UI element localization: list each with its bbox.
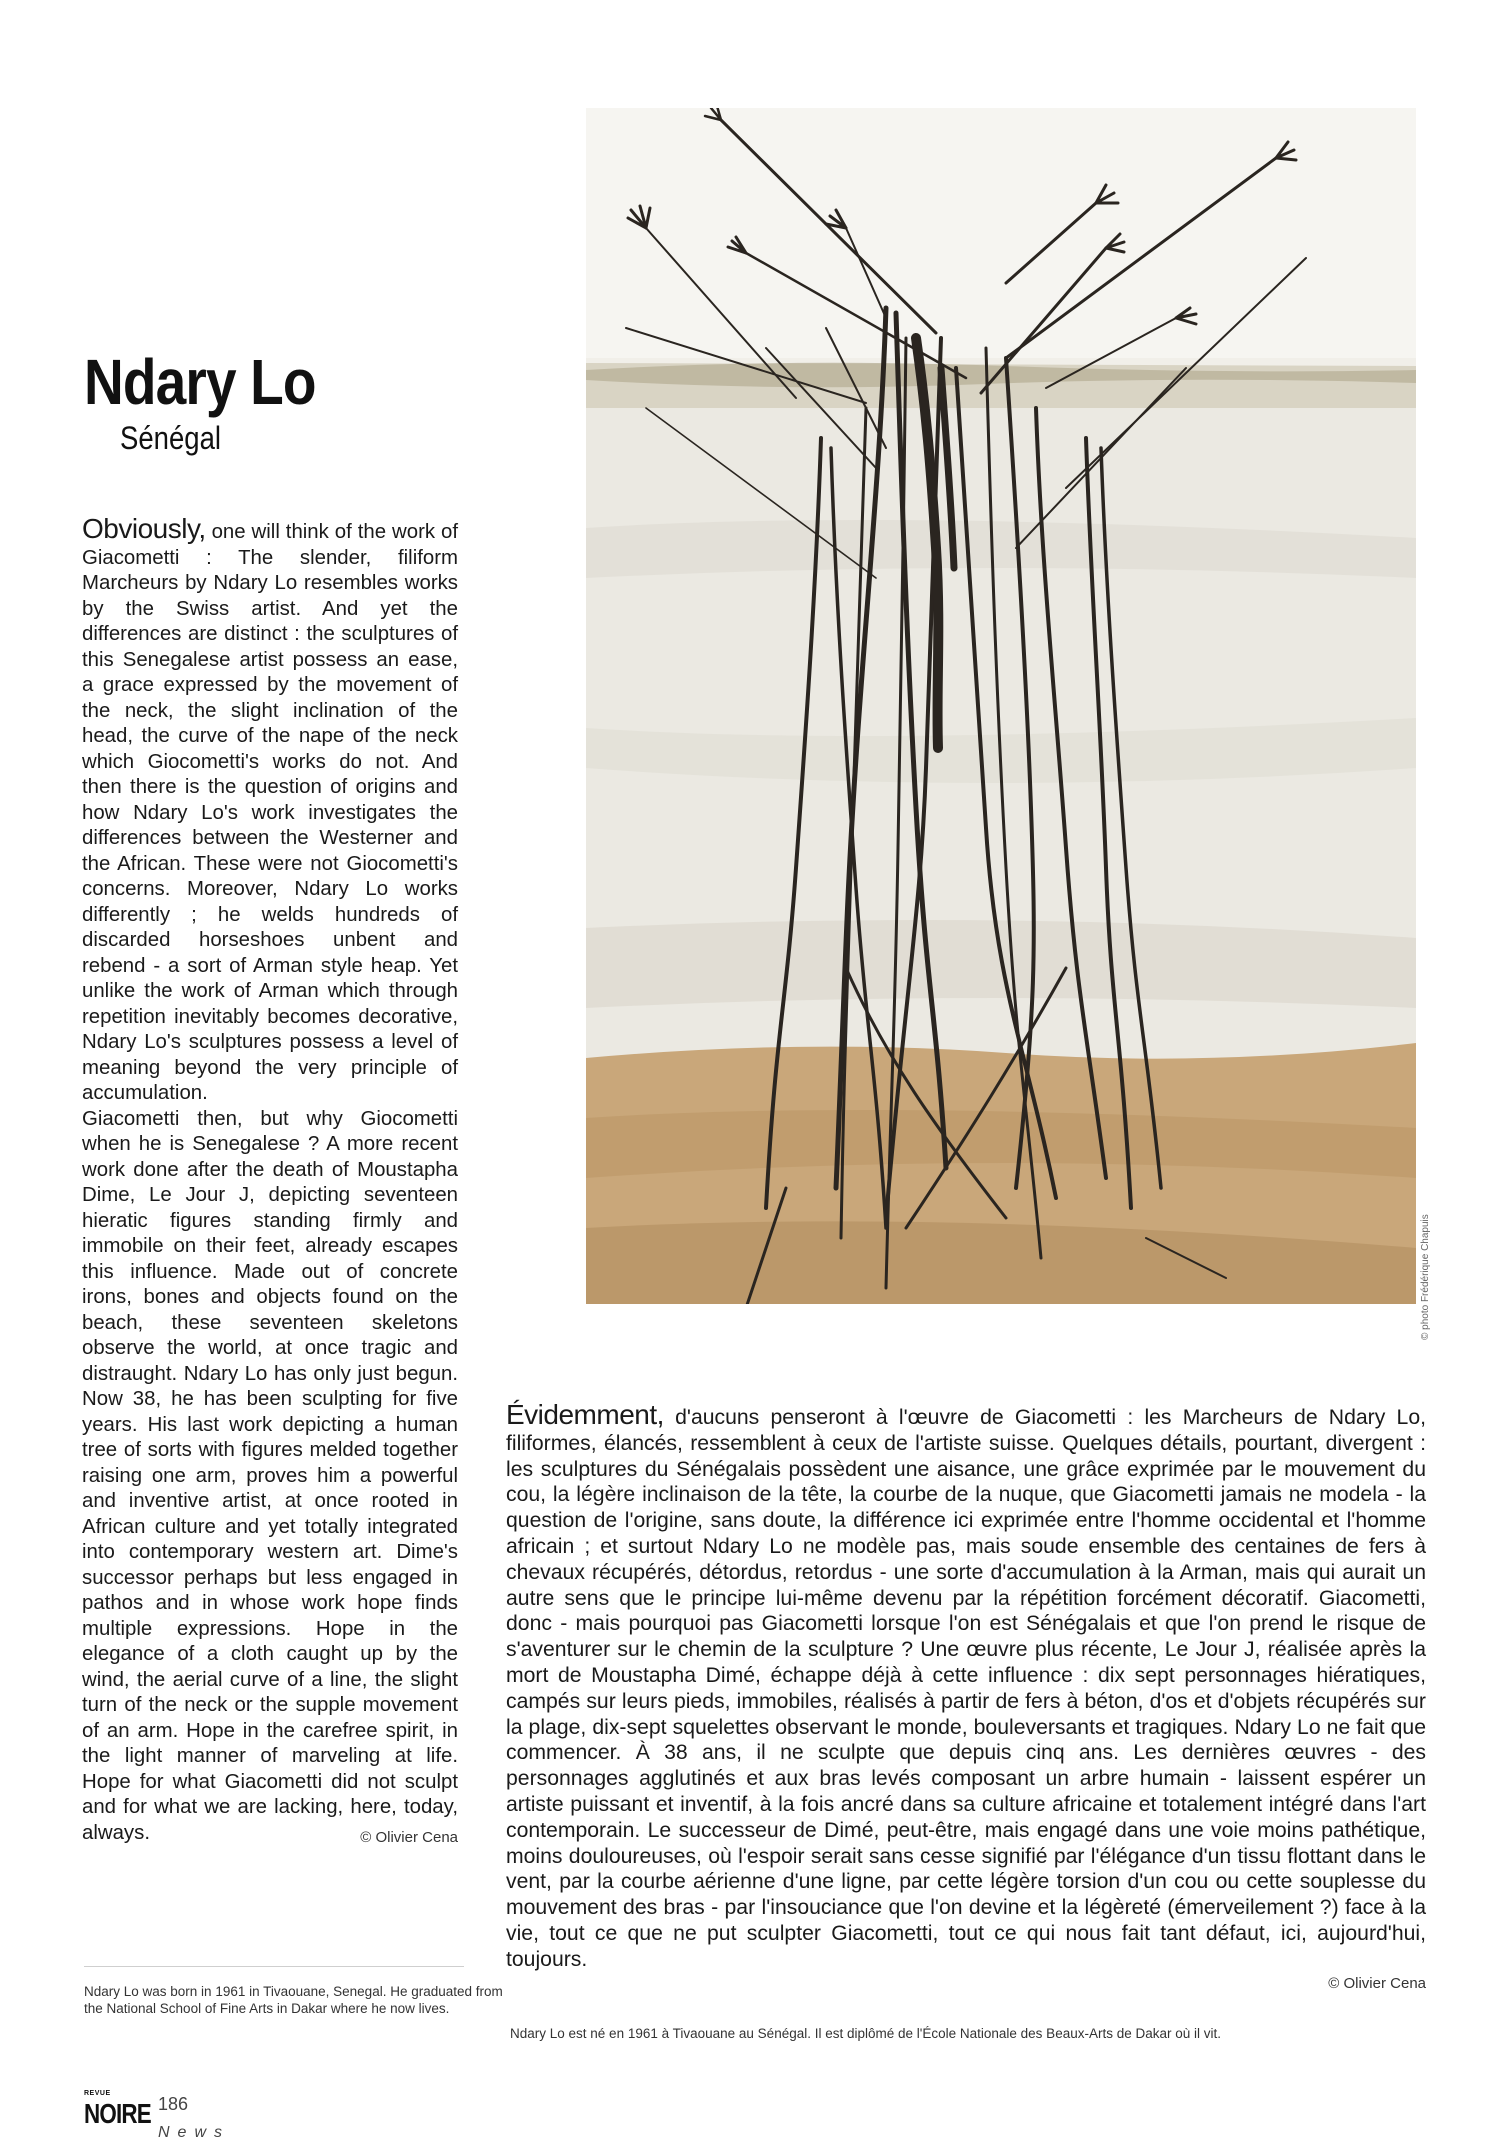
english-body-1: one will think of the work of Giacometti : The slender, filiform Marcheurs by Ndary Lo resembles works by the Swiss artist. And yet the differences are distinct : the sculptures of this Senegalese artist possess an ease, a grace expressed by the movement of the neck, the slight inclination of the head, the curve of the nape of the neck which Giocometti's works do not. And then there is the question of origins and how Ndary Lo's work investigates the differences between the Westerner and the African. These were not Giocometti's concerns. Moreover, Ndary Lo works differently ; he welds hundreds of discarded horseshoes unbent and rebend - a sort of Arman style heap. Yet unlike the work of Arman which through repetition inevitably becomes decorative, Ndary Lo's sculptures possess a level of meaning beyond the very principle of accumulation. [82, 521, 458, 1104]
logo-main-text: NOIRE [84, 2098, 151, 2129]
article-title: Ndary Lo [84, 346, 316, 418]
sculpture-photo [586, 108, 1416, 1304]
english-paragraph-2 [82, 1107, 458, 1847]
caption-divider [84, 1966, 464, 1967]
article-subtitle: Sénégal [120, 420, 221, 456]
english-column [82, 513, 458, 1850]
revue-noire-logo [84, 2090, 151, 2138]
french-body: d'aucuns penseront à l'œuvre de Giacometti : les Marcheurs de Ndary Lo, filiformes, élancés, ressemblent à ceux de l'artiste suisse. Quelques détails, pourtant, divergent : les sculptures du Sénégalais possèdent une aisance, une grâce exprimée par le mouvement du cou, la légère inclinaison de la tête, la courbe de la nuque, que Giacometti jamais ne modela - la question de l'origine, sans doute, la différence ici exprimée entre l'homme occidental et l'homme africain ; et surtout Ndary Lo ne modèle pas, mais soude ensemble des centaines de fers à chevaux récupérés, détordus, retordus - une sorte d'accumulation à la Arman, mais qui aurait un autre sens que le principe lui-même devenu par la répétition forcément décoratif. Giacometti, donc - mais pourquoi pas Giacometti lorsque l'on est Sénégalais et que l'on prend le risque de s'aventurer sur le chemin de la sculpture ? Une œuvre plus récente, Le Jour J, réalisée après la mort de Moustapha Dimé, échappe déjà à cette influence : dix sept personnages hiératiques, campés sur leurs pieds, immobiles, réalisés à partir de fers à béton, d'os et d'objets récupérés sur la plage, dix-sept squelettes observant le monde, bouleversants et tragiques. Ndary Lo ne fait que commencer. À 38 ans, il ne sculpte que depuis cinq ans. Les dernières œuvres - des personnages agglutinés et aux bras levés composant un arbre humain - laissent espérer un artiste puissant et inventif, à la fois ancré dans sa culture africaine et totalement intégré dans l'art contemporain. Le successeur de Dimé, peut-être, mais engagé dans une voie moins pathétique, moins douloureuses, où l'espoir serait sans cesse signifié par l'élégance d'un tissu flottant dans le vent, par la courbe aérienne d'une ligne, par cette légère torsion d'un cou ou cette souplesse du mouvement des bras - par l'insouciance que l'on devine et la légèreté (émerveilement ?) face à la vie, tout ce que ne put sculpter Giacometti, tout ce qui nous fait tant défaut, ici, aujourd'hui, toujours. [506, 1406, 1426, 1971]
french-column [506, 1399, 1426, 1992]
photo-credit [1420, 1150, 1436, 1340]
english-lead-word: Obviously, [82, 513, 206, 544]
section-label: News [158, 2124, 231, 2141]
french-caption: Ndary Lo est né en 1961 à Tivaouane au Sénégal. Il est diplômé de l'École Nationale des Beaux-Arts de Dakar où il vit. [510, 2026, 1222, 2041]
photo-credit-text: © photo Frédérique Chapuis [1420, 1214, 1431, 1340]
french-credit: © Olivier Cena [1328, 1974, 1426, 1992]
english-credit: © Olivier Cena [360, 1828, 458, 1846]
french-lead-word: Évidemment, [506, 1399, 664, 1430]
english-caption: Ndary Lo was born in 1961 in Tivaouane, Senegal. He graduated from the National School of Fine Arts in Dakar where he now lives. [84, 1984, 503, 2016]
english-body-2: Giacometti then, but why Giocometti when he is Senegalese ? A more recent work done after the death of Moustapha Dime, Le Jour J, depicting seventeen hieratic figures standing firmly and immobile on their feet, already escapes this influence. Made out of concrete irons, bones and objects found on the beach, these seventeen skeletons observe the world, at once tragic and distraught. Ndary Lo has only just begun. Now 38, he has been sculpting for five years. His last work depicting a human tree of sorts with figures melded together raising one arm, proves him a powerful and inventive artist, at once rooted in African culture and yet totally integrated into contemporary western art. Dime's successor perhaps but less engaged in pathos and in whose work hope finds multiple expressions. Hope in the elegance of a cloth caught up by the wind, the aerial curve of a line, the slight turn of the neck or the supple movement of an arm. Hope in the carefree spirit, in the light manner of marveling at life. Hope for what Giacometti did not sculpt and for what we are lacking, here, today, always. [82, 1107, 458, 1844]
french-paragraph [506, 1399, 1426, 1973]
english-paragraph-1 [82, 513, 458, 1107]
page-number: 186 [158, 2094, 189, 2114]
logo-top-text: REVUE [84, 2090, 111, 2097]
